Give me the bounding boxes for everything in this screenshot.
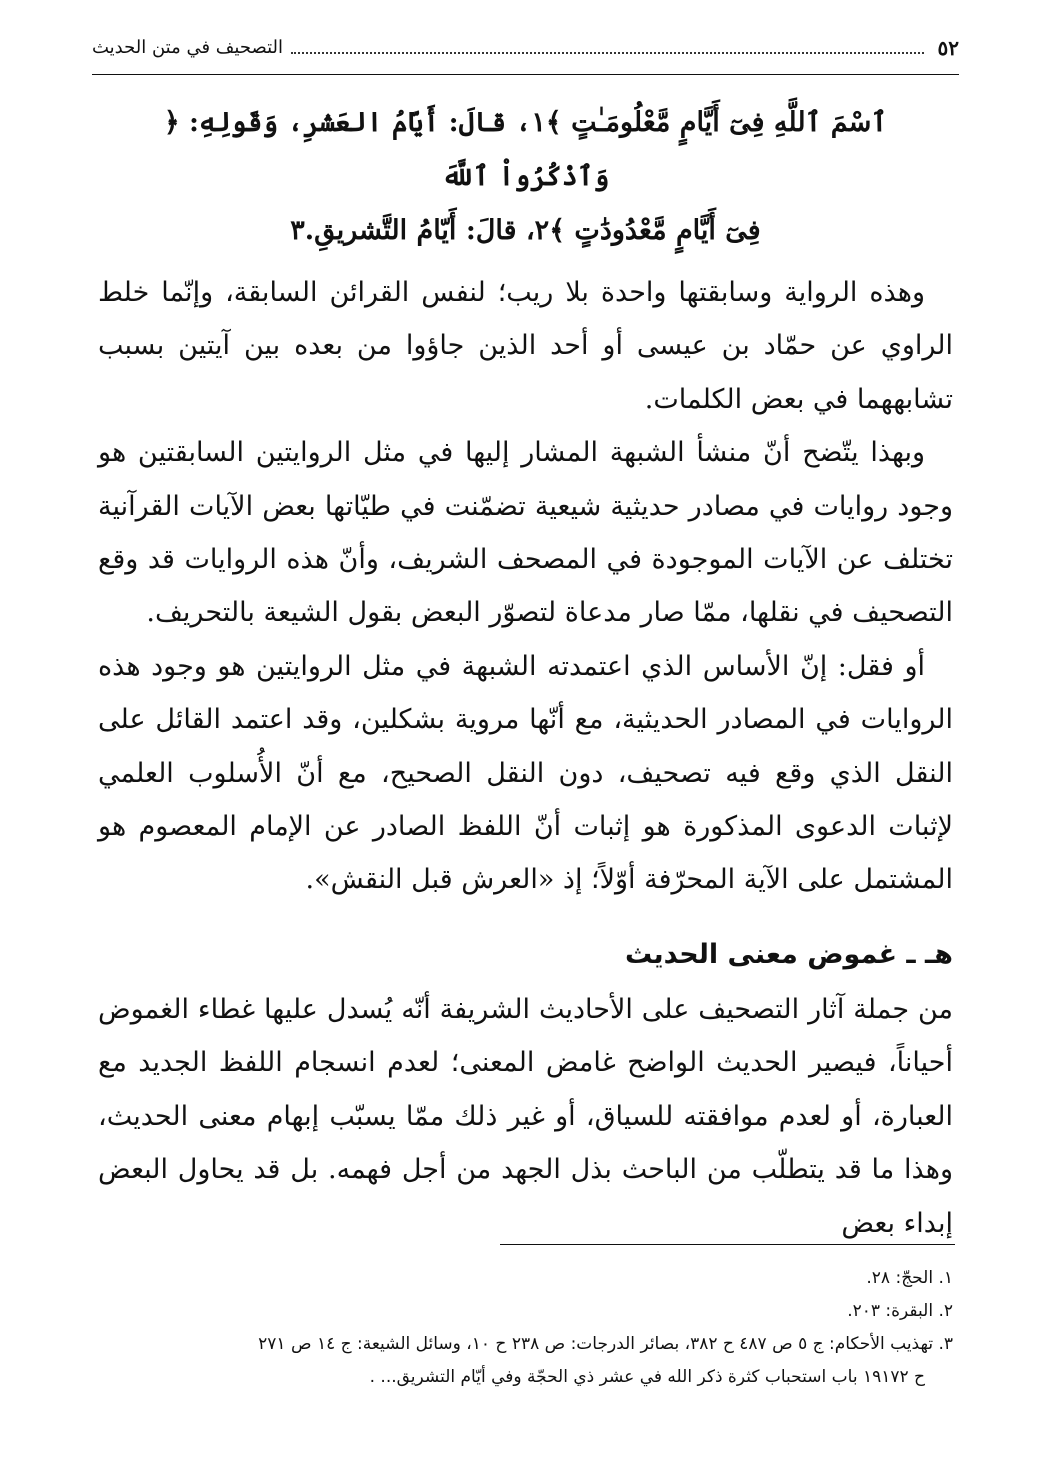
footnotes [98, 1262, 953, 1394]
header-dot-leader [291, 52, 924, 54]
verse-line: ٱسْمَ ٱللَّهِ فِىٓ أَيَّامٍ مَّعْلُومَـٰتٍ ﴾١، قالَ: أَيّامُ العَشرِ، وَقَولِهِ: ﴿ وَٱذْكُرُواْ ٱللَّهَ [163, 107, 888, 192]
paragraph: أو فقل: إنّ الأساس الذي اعتمدته الشبهة في مثل الروايتين هو وجود هذه الروايات في المصادر الحديثية، مع أنّها مروية بشكلين، وقد اعتمد القائل على النقل الذي وقع فيه تصحيف، دون النقل الصحيح، مع أنّ الأُسلوب العلمي لإثبات الدعوى المذكورة هو إثبات أنّ اللفظ الصادر عن الإمام المعصوم هو المشتمل على الآية المحرّفة أوّلاً؛ إذ «العرش قبل النقش». [98, 650, 953, 896]
footnote: ١. الحجّ: ٢٨. [866, 1268, 953, 1288]
running-header [92, 36, 959, 60]
footnote-rule [500, 1244, 955, 1245]
running-title: التصحيف في متن الحديث [92, 37, 283, 58]
page-body [98, 96, 953, 1250]
header-rule [92, 74, 959, 75]
footnote: ٣. تهذيب الأحكام: ج ٥ ص ٤٨٧ ح ٣٨٢، بصائر الدرجات: ص ٢٣٨ ح ١٠، وسائل الشيعة: ج ١٤ ص ٢٧١ [258, 1334, 953, 1354]
section-heading: هـ ـ غموض معنى الحديث [624, 938, 953, 970]
page-number: ٥٢ [937, 36, 959, 60]
quranic-verse-block [98, 96, 953, 258]
footnote: ٢. البقرة: ٢٠٣. [847, 1301, 953, 1321]
paragraph: من جملة آثار التصحيف على الأحاديث الشريفة أنّه يُسدل عليها غطاء الغموض أحياناً، فيصير الحديث الواضح غامض المعنى؛ لعدم انسجام اللفظ الجديد مع العبارة، أو لعدم موافقته للسياق، أو غير ذلك ممّا يسبّب إبهام معنى الحديث، وهذا ما قد يتطلّب من الباحث بذل الجهد من أجل فهمه. بل قد يحاول البعض إبداء بعض [98, 993, 953, 1239]
footnote-continuation: ح ١٩١٧٢ باب استحباب كثرة ذكر الله في عشر ذي الحجّة وفي أيّام التشريق... . [369, 1367, 925, 1387]
paragraph: وبهذا يتّضح أنّ منشأ الشبهة المشار إليها في مثل الروايتين السابقتين هو وجود روايات في مصادر حديثية شيعية تضمّنت في طيّاتها بعض الآيات القرآنية تختلف عن الآيات الموجودة في المصحف الشريف، وأنّ هذه الروايات قد وقع التصحيف في نقلها، ممّا صار مدعاة لتصوّر البعض بقول الشيعة بالتحريف. [98, 437, 953, 629]
paragraph: وهذه الرواية وسابقتها واحدة بلا ريب؛ لنفس القرائن السابقة، وإنّما خلط الراوي عن حمّاد بن عيسى أو أحد الذين جاؤوا من بعده بين آيتين بسبب تشابههما في بعض الكلمات. [98, 277, 953, 415]
verse-line: فِىٓ أَيَّامٍ مَّعْدُودَٰتٍ ﴾٢، قالَ: أَيّامُ التَّشريقِ.٣ [290, 215, 761, 246]
